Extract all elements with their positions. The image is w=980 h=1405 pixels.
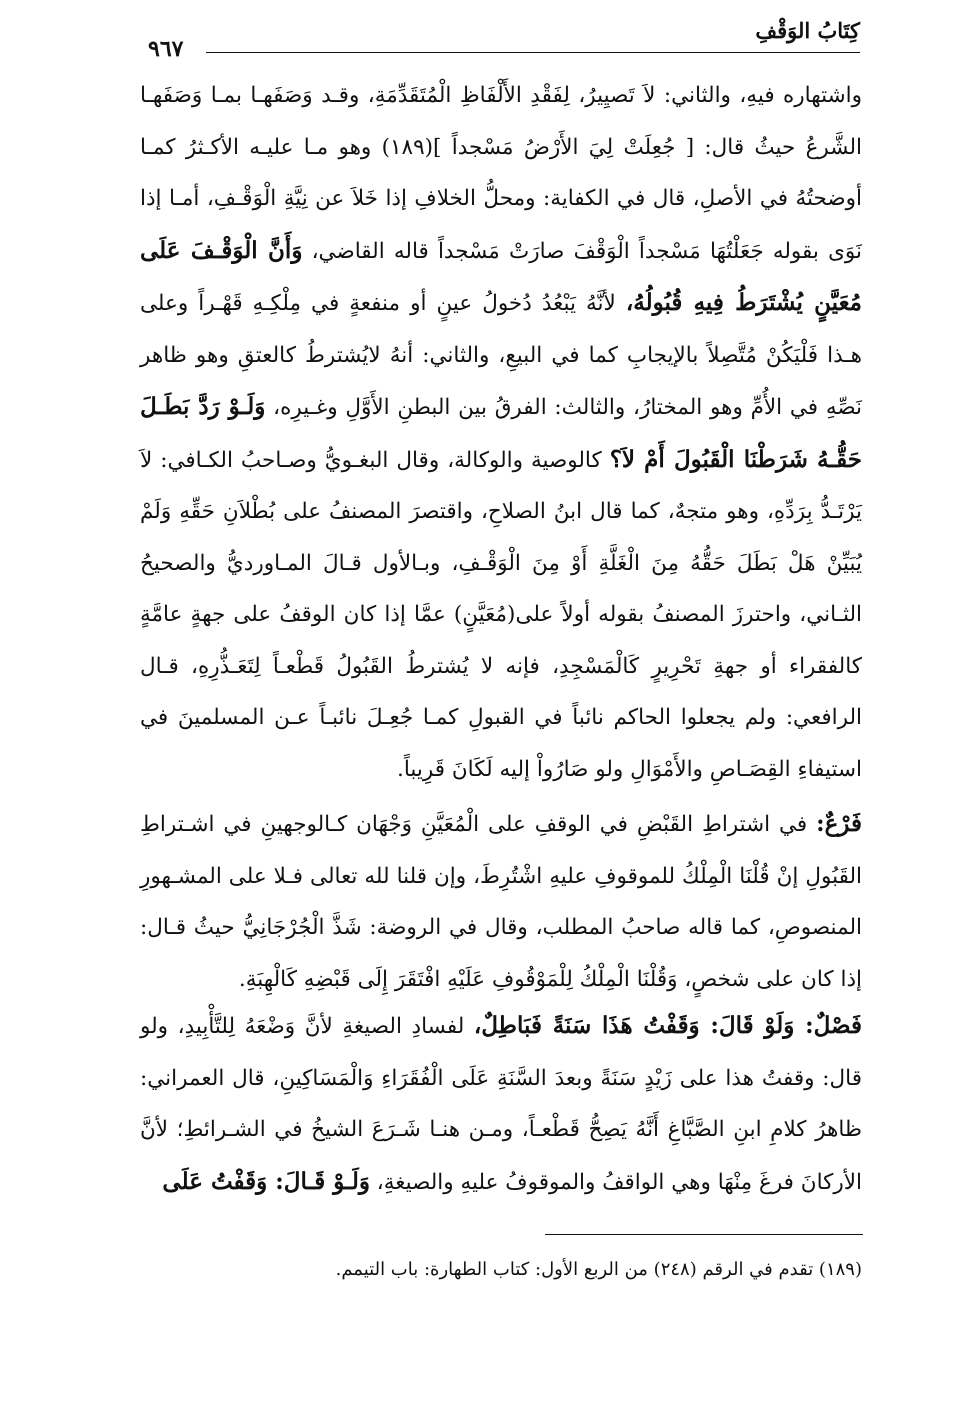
matn-text: فَصْلٌ: وَلَوْ قَالَ: وَقَفْتُ هَذَا سَنَةً فَبَاطِلٌ، xyxy=(473,1012,862,1039)
sharh-text: في اشتراطِ القَبْضِ في الوقفِ على الْمُعَيَّنِ وَجْهَان كـالوجهينِ في اشـتراطِ القَبُولِ إنْ قُلْنَا الْمِلْكُ للموقوفِ عليهِ اشْتُرِطَ، وإن قلنا لله تعالى فـلا على المشـهورِ المنصوصِ، كما قاله صاحبُ المطلب، وقال في الروضة: شَذَّ الْجُرْجَانِيُّ حيثُ قـال: إذا كان على شخصٍ، وَقُلْنَا الْمِلْكُ لِلْمَوْقُوفِ عَلَيْهِ افْتَقَرَ إِلَى قَبْضِهِ كَالْهِبَةِ. xyxy=(140,812,862,992)
sharh-text: لفسادِ الصيغةِ لأنَّ وَضْعَهُ لِلتَّأْبِيدِ، ولو قال: وقفتُ هذا على زَيْدٍ سَنَةً وبعدَ السَّنَةِ عَلَى الْفُقَرَاءِ وَالْمَسَاكِينِ، قال العمراني: ظاهرُ كلامِ ابنِ الصَّبَّاغِ أَنَّهُ يَصِحُّ قَطْعـاً، ومـن هنـا شَـرَعَ الشيخُ في الشـرائطِ؛ لأنَّ الأركانَ فرغَ مِنْهَا وهي الواقفُ والموقوفُ عليهِ والصيغةِ، xyxy=(140,1014,862,1195)
footnote-rule xyxy=(545,1234,863,1235)
sharh-text: واشتهاره فيهِ، والثاني: لاَ تَصيِيرُ، لِفَقْدِ الأَلْفَاظِ الْمُتَقَدِّمَةِ، وقـد وَصَفَهـا بمـا وَصَفَهـا الشَّرعُ حيثُ قال: [ جُعِلَتْ لِيَ الأَرْضُ مَسْجداً ](١٨٩) وهو مـا عليـه الأكـثرُ كمـا أوضحتُهُ في الأصلِ، قال في الكفاية: ومحلُّ الخلافِ إذا خَلاَ عن نِيَّةِ الْوَقْـفِ، أمـا إذا نَوَى بقوله جَعَلْتُهَا مَسْجداً الْوَقْفَ صارَتْ مَسْجداً قاله القاضي، xyxy=(140,83,863,264)
paragraph-1 xyxy=(140,70,862,795)
chapter-title: كِتَابُ الوَقْفِ xyxy=(755,18,860,43)
paragraph-3 xyxy=(140,1000,862,1208)
matn-text: وَلَـوْ قَـالَ: وَقَفْتُ عَلَى xyxy=(162,1167,370,1195)
paragraph-2 xyxy=(140,798,862,1005)
sharh-text: لأنَّهُ يَبْعُدُ دُخولُ عينٍ أو منفعةٍ في مِلْكِـهِ قَهْـراً وعلى هـذا فَلْيَكُنْ مُتَّصِلاً بالإيجابِ كما في البيعِ، والثاني: أنهُ لايُشترطُ كالعتقِ وهو ظاهر نَصِّهِ في الأُمِّ وهو المختارُ، والثالث: الفرقُ بين البطنِ الأَوَّلِ وغـيرِه، xyxy=(140,291,862,420)
matn-text: فَرْعٌ: xyxy=(816,810,862,837)
matn-text: وَلَـوْ رَدَّ بَطَـلَ حَقُّـهُ شَرَطْنَا الْقَبُولَ أَمْ لاَ؟ xyxy=(140,393,862,473)
matn-text: وَأَنَّ الْوَقْـفَ عَلَى مُعَيَّنٍ يُشْتَرَطُ فِيهِ قُبُولُهُ، xyxy=(140,236,862,316)
page-number: ٩٦٧ xyxy=(148,36,184,62)
header-rule xyxy=(206,52,860,53)
footnote: (١٨٩) تقدم في الرقم (٢٤٨) من الربع الأول: كتاب الطهارة: باب التيمم. xyxy=(335,1259,862,1280)
sharh-text: كالوصية والوكالة، وقال البغـويُّ وصـاحبُ الكـافي: لاَ يَرْتَـدُّ بِرَدِّهِ، وهو متجهٌ، كما قال ابنُ الصلاحِ، واقتصرَ المصنفُ على بُطْلاَنِ حَقِّهِ وَلَمْ يُبَيِّنْ هَلْ بَطَلَ حَقُّهُ مِنَ الْغَلَّةِ أَوْ مِنَ الْوَقْـفِ، وبـالأول قـالَ المـاورديُّ والصحيحُ الثـاني، واحترزَ المصنفُ بقوله أولاً على(مُعَيَّنٍ) عمَّا إذا كان الوقفُ على جهةٍ عامَّةٍ كالفقراء أو جهةِ تَحْرِيرٍ كَالْمَسْجِدِ، فإنه لا يُشترطُ القَبُولُ قَطْعـاً لِتَعَـذُّرِهِ، قـال الرافعي: ولم يجعلوا الحاكم نائباً في القبولِ كمـا جُعِـلَ نائبـاً عـن المسلمينَ في استيفاءِ القِصَـاصِ والأَمْوَالِ ولو صَارُواْ إليه لَكَانَ قَرِيباً. xyxy=(140,447,862,782)
running-header xyxy=(148,18,860,64)
